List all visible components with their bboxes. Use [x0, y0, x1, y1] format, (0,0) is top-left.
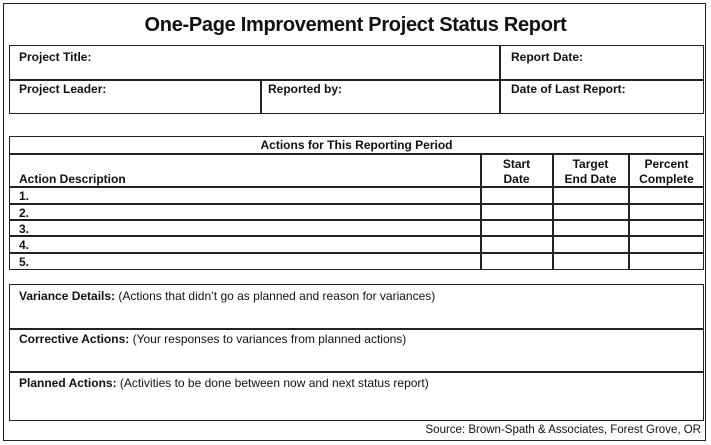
project-info-vdivider — [499, 45, 501, 114]
row-divider — [9, 219, 704, 221]
col-percent-line1: Percent — [644, 157, 689, 171]
project-leader-field[interactable]: Project Leader: — [19, 82, 107, 96]
planned-actions-field[interactable] — [19, 376, 429, 390]
action-row-2[interactable]: 2. — [19, 206, 30, 220]
details-divider — [9, 328, 704, 330]
col-action-description: Action Description — [19, 172, 126, 186]
variance-details-field[interactable] — [19, 289, 435, 303]
col-target-end-line2: End Date — [564, 172, 617, 186]
reported-by-field[interactable]: Reported by: — [268, 82, 343, 96]
leader-reporter-divider — [260, 79, 262, 114]
variance-details-note: (Actions that didn’t go as planned and reason for variances) — [115, 289, 436, 303]
planned-actions-note: (Activities to be done between now and next status report) — [116, 376, 429, 390]
corrective-actions-field[interactable] — [19, 332, 406, 346]
actions-section-title: Actions for This Reporting Period — [260, 138, 453, 152]
report-title: One-Page Improvement Project Status Report — [144, 14, 567, 36]
action-row-5[interactable]: 5. — [19, 255, 30, 269]
col-start-date-line2: Date — [503, 172, 530, 186]
project-title-field[interactable]: Project Title: — [19, 50, 92, 64]
col-start-date-line1: Start — [502, 157, 531, 171]
row-divider — [9, 203, 704, 205]
action-row-1[interactable]: 1. — [19, 189, 30, 203]
variance-details-label: Variance Details: — [19, 289, 116, 303]
details-box — [9, 284, 704, 421]
date-of-last-report-field[interactable]: Date of Last Report: — [511, 82, 626, 96]
header-row-divider — [9, 186, 704, 188]
row-divider — [9, 235, 704, 237]
action-row-4[interactable]: 4. — [19, 238, 30, 252]
source-credit: Source: Brown-Spath & Associates, Forest Grove, OR — [425, 424, 701, 436]
col-target-end-line1: Target — [572, 157, 609, 171]
corrective-actions-label: Corrective Actions: — [19, 332, 130, 346]
planned-actions-label: Planned Actions: — [19, 376, 117, 390]
actions-title-divider — [9, 153, 704, 155]
col-percent-line2: Complete — [639, 172, 694, 186]
corrective-actions-note: (Your responses to variances from planned actions) — [129, 332, 407, 346]
details-divider — [9, 371, 704, 373]
action-row-3[interactable]: 3. — [19, 222, 30, 236]
row-divider — [9, 252, 704, 254]
project-info-divider — [9, 79, 704, 81]
report-date-field[interactable]: Report Date: — [511, 50, 584, 64]
